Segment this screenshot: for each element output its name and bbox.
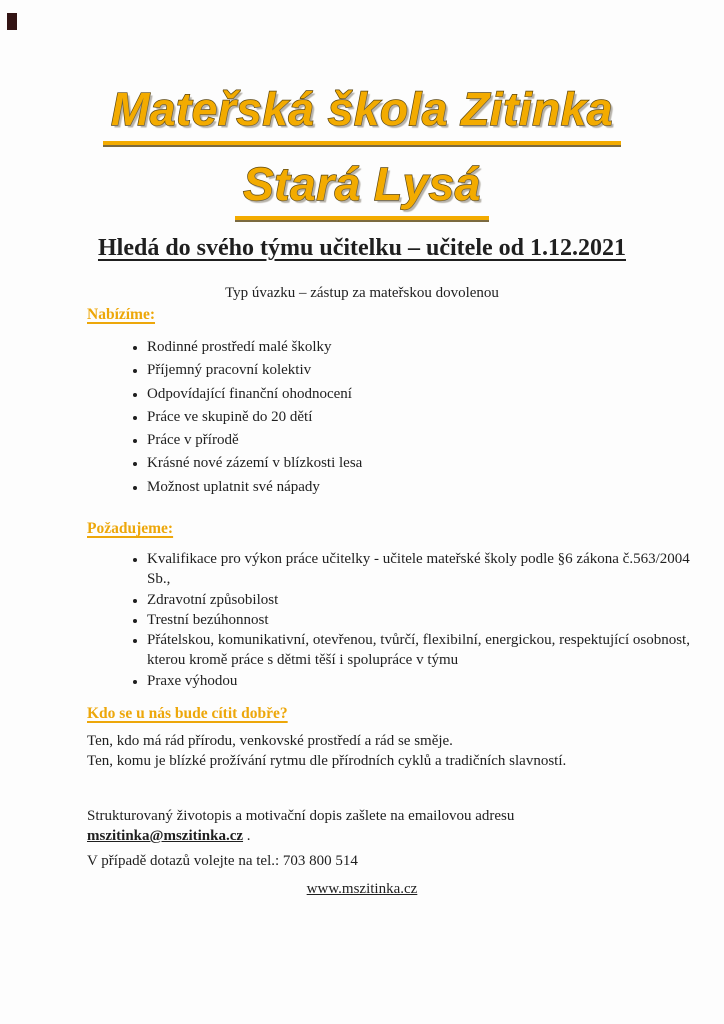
vacancy-subheading: Typ úvazku – zástup za mateřskou dovolenou: [225, 285, 499, 301]
school-title-line-2: [0, 157, 724, 220]
requirements-list-item: • Přátelskou, komunikativní, otevřenou, tvůrčí, flexibilní, energickou, respektující osobnost, kterou kromě práce s dětmi těší i spolupráce v týmu: [147, 630, 703, 671]
section-heading-fit: Kdo se u nás bude cítit dobře?: [87, 705, 288, 722]
requirements-list-item: • Praxe výhodou: [147, 671, 703, 691]
requirements-list-item: • Zdravotní způsobilost: [147, 590, 703, 610]
offer-list-item: • Příjemný pracovní kolektiv: [147, 359, 703, 382]
offer-list-item: • Odpovídající finanční ohodnocení: [147, 383, 703, 406]
website-line: [0, 879, 724, 899]
cv-instruction-line: Strukturovaný životopis a motivační dopis zašlete na emailovou adresu: [87, 808, 515, 824]
offer-list-item: • Práce ve skupině do 20 dětí: [147, 406, 703, 429]
requirements-list-item: • Trestní bezúhonnost: [147, 610, 703, 630]
requirements-list-item: • Kvalifikace pro výkon práce učitelky - učitele mateřské školy podle §6 zákona č.563/2004 Sb.,: [147, 549, 703, 590]
phone-line: V případě dotazů volejte na tel.: 703 800 514: [87, 853, 358, 869]
scan-artifact-mark: [7, 13, 17, 30]
offer-list-item: • Možnost uplatnit své nápady: [147, 476, 703, 499]
email-link[interactable]: mszitinka@mszitinka.cz: [87, 828, 244, 844]
requirements-list: [87, 549, 703, 691]
email-line: [87, 826, 643, 846]
fit-paragraph-line: Ten, komu je blízké prožívání rytmu dle přírodních cyklů a tradičních slavností.: [87, 753, 567, 769]
offer-list-item: • Krásné nové zázemí v blízkosti lesa: [147, 452, 703, 475]
fit-paragraph: [87, 731, 643, 771]
vacancy-heading: Hledá do svého týmu učitelku – učitele od 1.12.2021: [97, 235, 626, 261]
website-link[interactable]: www.mszitinka.cz: [306, 881, 418, 897]
school-title-text-1: Mateřská škola Zitinka: [103, 82, 621, 145]
fit-paragraph-line: Ten, kdo má rád přírodu, venkovské prostředí a rád se směje.: [87, 733, 453, 749]
offer-list-item: • Rodinné prostředí malé školky: [147, 336, 703, 359]
offer-list-item: • Práce v přírodě: [147, 429, 703, 452]
school-title-text-2: Stará Lysá: [235, 157, 489, 220]
email-suffix: .: [243, 828, 251, 844]
contact-cv-paragraph: [87, 806, 643, 846]
school-title-line-1: [0, 82, 724, 145]
offer-list: [87, 336, 703, 499]
section-heading-offer: Nabízíme:: [87, 306, 156, 323]
section-heading-requirements: Požadujeme:: [87, 520, 174, 537]
